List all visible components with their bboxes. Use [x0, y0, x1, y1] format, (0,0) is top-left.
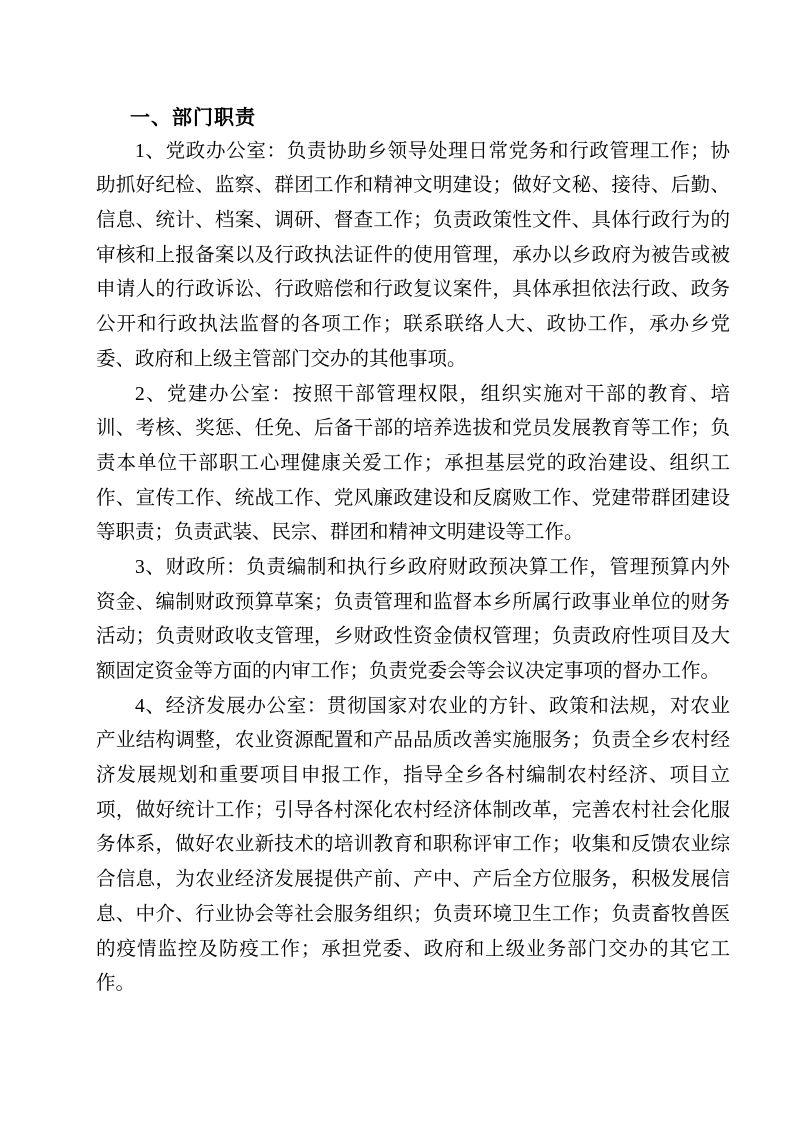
- text-line: 作、宣传工作、统战工作、党风廉政建设和反腐败工作、党建带群团建设: [96, 487, 730, 509]
- text-line: 申请人的行政诉讼、行政赔偿和行政复议案件，具体承担依法行政、政务: [96, 279, 730, 301]
- text-line: 4、经济发展办公室：贯彻国家对农业的方针、政策和法规，对农业: [135, 695, 730, 717]
- text-line: 2、党建办公室：按照干部管理权限，组织实施对干部的教育、培: [135, 383, 730, 405]
- section-heading: 一、部门职责: [130, 105, 256, 129]
- text-line: 审核和上报备案以及行政执法证件的使用管理，承办以乡政府为被告或被: [96, 244, 730, 266]
- text-line: 作。: [96, 973, 136, 995]
- text-line: 委、政府和上级主管部门交办的其他事项。: [96, 348, 467, 370]
- text-line: 训、考核、奖惩、任免、后备干部的培养选拔和党员发展教育等工作；负: [96, 418, 730, 440]
- text-line: 额固定资金等方面的内审工作；负责党委会等会议决定事项的督办工作。: [96, 661, 721, 682]
- paragraph: [96, 378, 730, 551]
- text-line: 1、党政办公室：负责协助乡领导处理日常党务和行政管理工作；协: [135, 140, 730, 162]
- text-line: 合信息，为农业经济发展提供产前、产中、产后全方位服务，积极发展信: [96, 869, 730, 891]
- text-line: 资金、编制财政预算草案；负责管理和监督本乡所属行政事业单位的财务: [96, 591, 730, 613]
- paragraphs-container: [96, 135, 730, 1002]
- text-line: 信息、统计、档案、调研、督查工作；负责政策性文件、具体行政行为的: [96, 210, 730, 232]
- text-line: 活动；负责财政收支管理，乡财政性资金债权管理；负责政府性项目及大: [96, 626, 730, 648]
- paragraph: [96, 690, 730, 1002]
- paragraph: [96, 135, 730, 378]
- text-line: 等职责；负责武装、民宗、群团和精神文明建设等工作。: [96, 522, 584, 544]
- text-line: 3、财政所：负责编制和执行乡政府财政预决算工作，管理预算内外: [135, 556, 730, 578]
- text-line: 公开和行政执法监督的各项工作；联系联络人大、政协工作，承办乡党: [96, 314, 730, 336]
- text-line: 息、中介、行业协会等社会服务组织；负责环境卫生工作；负责畜牧兽医: [96, 903, 730, 925]
- paragraph: [96, 551, 730, 690]
- document-body: [96, 100, 730, 1002]
- text-line: 责本单位干部职工心理健康关爱工作；承担基层党的政治建设、组织工: [96, 452, 730, 474]
- text-line: 项，做好统计工作；引导各村深化农村经济体制改革，完善农村社会化服: [96, 799, 730, 821]
- text-line: 助抓好纪检、监察、群团工作和精神文明建设；做好文秘、接待、后勤、: [96, 175, 730, 197]
- text-line: 务体系，做好农业新技术的培训教育和职称评审工作；收集和反馈农业综: [96, 834, 730, 856]
- text-line: 的疫情监控及防疫工作；承担党委、政府和上级业务部门交办的其它工: [96, 938, 730, 960]
- text-line: 产业结构调整，农业资源配置和产品品质改善实施服务；负责全乡农村经: [96, 730, 730, 752]
- text-line: 济发展规划和重要项目申报工作，指导全乡各村编制农村经济、项目立: [96, 765, 730, 787]
